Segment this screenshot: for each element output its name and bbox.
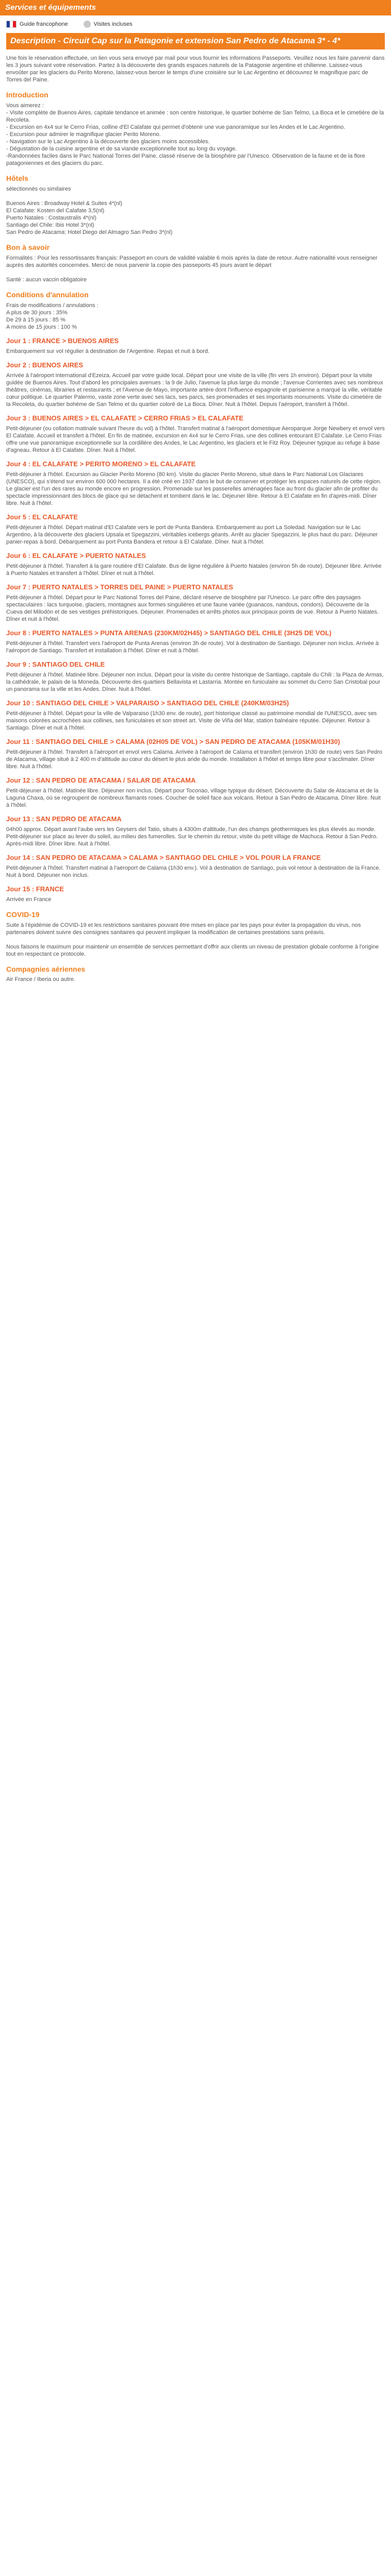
day-8-body: Petit-déjeuner à l'hôtel. Transfert vers l'aéroport de Punta Arenas (environ 3h de route). Vol à destination de Santiago. Déjeuner non inclus. Arrivée à l'aéroport de Santiago. Transfert et installation à l'hôtel. Dîner et nuit à l'hôtel.	[6, 640, 379, 654]
day-3-body: Petit-déjeuner (ou collation matinale suivant l'heure du vol) à l'hôtel. Transfert matinal à l'aéroport domestique Aeroparque Jorge Newbery et envol vers El Calafate. Accueil et transfert à l'hôtel. En fin de matinée, excursion en 4x4 sur le Cerro Frias, une des collines entourant El Calafate. Le Cerro Frias offre une vue panoramique exceptionnelle sur la cordillère des Andes, le Lac Argentino, les glaciers et le Fitz Roy. Déjeuner typique au refuge à base d'agneau. Retour à El Calafate. Dîner. Nuit à l'hôtel.	[6, 426, 385, 453]
day-13-title: Jour 13 : SAN PEDRO DE ATACAMA	[6, 815, 122, 823]
day-2-body: Arrivée à l'aéroport international d'Ezeiza. Accueil par votre guide local. Départ pour une visite de la ville (fin vers 1h environ). Départ pour la visite guidée de Buenos Aires. Tout d'abord les principales avenues : la 9 de Julio, l'avenue la plus large du monde ; l'avenue Corrientes avec ses nombreux théâtres, cinémas, librairies et restaurants ; et l'Avenue de Mayo, importante artère dont l'influence espagnole et parisienne a marqué la ville, véritable cœur politique. Le quartier Palermo, vaste zone verte avec ses lacs, ses parcs, ses promenades et ses importants monuments. Visite du cimetière de la Recoleta, du quartier bohème de San Telmo et du quartier coloré de La Boca. Dîner. Nuit à l'hôtel. Depuis l'aéroport, transfert à l'hôtel.	[6, 372, 383, 408]
section-title-conditions: Conditions d'annulation	[6, 291, 89, 299]
day-1-title: Jour 1 : FRANCE > BUENOS AIRES	[6, 337, 119, 345]
person-icon	[84, 21, 91, 28]
companies-title: Compagnies aériennes	[6, 965, 86, 973]
hotels-body: sélectionnés ou similaires Buenos Aires : Broadway Hotel & Suites 4*(nl) El Calafate: Kosten del Calafate 3,5(nl) Puerto Natales : Costaustralis 4*(nl) Santiago del Chile: Ibis Hotel 3*(nl) San Pedro de Atacama: Hotel Diego del Almagro San Pedro 3*(nl)	[6, 186, 173, 235]
conditions-body: Frais de modifications / annulations : A plus de 30 jours : 35% De 29 à 15 jours : 85 % A moins de 15 jours : 100 %	[6, 302, 99, 330]
day-6-title: Jour 6 : EL CALAFATE > PUERTO NATALES	[6, 552, 146, 560]
badge-label: Visites incluses	[93, 21, 133, 27]
day-1-body: Embarquement sur vol régulier à destination de l'Argentine. Repas et nuit à bord.	[6, 348, 210, 354]
intro-text: Une fois le réservation effectuée, un lien vous sera envoyé par mail pour vous fournir les informations Passeports. Veuillez nous les faire parvenir dans les 3 jours suivant votre réservation. Partez à la découverte des grands espaces naturels de la Patagonie argentine et chilienne. Laissez-vous envoûter par les glaciers du Perito Moreno, laissez-vous bercer le temps d'une croisière sur le Lac Argentino et découvrez le magnifique parc de Torres del Paine.	[6, 55, 385, 83]
day-12-body: Petit-déjeuner à l'hôtel. Matinée libre. Déjeuner non inclus. Départ pour Toconao, village typique du désert. Découverte du Salar de Atacama et de la Laguna Chaxa, où se regroupent de nombreux flamants roses. Coucher de soleil face aux volcans. Retour à San Pedro de Atacama. Dîner libre. Nuit à l'hôtel.	[6, 788, 381, 808]
section-title-bon-savoir: Bon à savoir	[6, 243, 50, 251]
day-10-title: Jour 10 : SANTIAGO DEL CHILE > VALPARAISO > SANTIAGO DEL CHILE (240KM/03H25)	[6, 699, 289, 707]
day-2-title: Jour 2 : BUENOS AIRES	[6, 361, 84, 369]
day-9-body: Petit-déjeuner à l'hôtel. Matinée libre. Déjeuner non inclus. Départ pour la visite du centre historique de Santiago, capitale du Chili : la Plaza de Armas, la cathédrale, le palais de la Moneda. Découverte des quartiers Bellavista et Lastarria. Montée en funiculaire au sommet du Cerro San Cristobal pour un panorama sur la ville et les Andes. Dîner. Nuit à l'hôtel.	[6, 672, 384, 692]
day-14-title: Jour 14 : SAN PEDRO DE ATACAMA > CALAMA > SANTIAGO DEL CHILE > VOL POUR LA FRANCE	[6, 854, 321, 861]
covid-body: Suite à l'épidémie de COVID-19 et les restrictions sanitaires pouvant être mises en place par les pays pour éviter la propagation du virus, nos partenaires doivent suivre des consignes sanitaires qui peuvent impliquer la modification de certaines prestations sans préavis. Nous faisons le maximum pour maintenir un ensemble de services permettant d'offrir aux clients un niveau de prestation globale conforme à l'origine tout en respectant ce protocole.	[6, 922, 379, 957]
day-7-body: Petit-déjeuner à l'hôtel. Départ pour le Parc National Torres del Paine, déclaré réserve de biosphère par l'Unesco. Le parc offre des paysages spectaculaires : lacs turquoise, glaciers, montagnes aux formes singulières et une faune variée (guanacos, nandous, condors). Découverte de la Cueva del Milodón et de ses vestiges préhistoriques. Déjeuner. Promenades et arrêts photos aux principaux points de vue. Retour à Puerto Natales. Dîner et nuit à l'hôtel.	[6, 595, 379, 622]
badges-row	[0, 15, 391, 33]
day-5-body: Petit-déjeuner à l'hôtel. Départ matinal d'El Calafate vers le port de Punta Bandera. Embarquement au port La Soledad. Navigation sur le Lac Argentino, à la découverte des glaciers Upsala et Spegazzini, véritables icebergs géants. Arrêt au glacier Spegazzini, le plus haut du parc. Déjeuner panier-repas à bord. Débarquement au port Punta Bandera et retour à El Calafate. Dîner. Nuit à l'hôtel.	[6, 524, 378, 545]
day-8-title: Jour 8 : PUERTO NATALES > PUNTA ARENAS (230KM/02H45) > SANTIAGO DEL CHILE (3H25 DE VOL)	[6, 629, 332, 637]
day-3-title: Jour 3 : BUENOS AIRES > EL CALAFATE > CERRO FRIAS > EL CALAFATE	[6, 414, 243, 422]
day-13-body: 04h00 approx. Départ avant l'aube vers les Geysers del Tatio, situés à 4300m d'altitude, l'un des champs géothermiques les plus élevés au monde. Petit-déjeuner sur place au lever du soleil, au milieu des fumerolles. Sur le chemin du retour, visite du petit village de Machuca. Retour à San Pedro. Après-midi libre. Dîner libre. Nuit à l'hôtel.	[6, 826, 378, 847]
day-15-title: Jour 15 : FRANCE	[6, 885, 64, 893]
day-4-title: Jour 4 : EL CALAFATE > PERITO MORENO > EL CALAFATE	[6, 460, 196, 468]
section-header	[0, 0, 391, 15]
day-12-title: Jour 12 : SAN PEDRO DE ATACAMA / SALAR DE ATACAMA	[6, 776, 196, 784]
page	[0, 0, 391, 990]
day-10-body: Petit-déjeuner à l'hôtel. Départ pour la ville de Valparaiso (1h30 env. de route), port historique classé au patrimoine mondial de l'UNESCO, avec ses maisons colorées accrochées aux collines, ses funiculaires et son street art. Visite de Viña del Mar, station balnéaire réputée. Déjeuner. Retour à Santiago. Dîner et nuit à l'hôtel.	[6, 710, 377, 731]
day-5-title: Jour 5 : EL CALAFATE	[6, 513, 78, 521]
day-7-title: Jour 7 : PUERTO NATALES > TORRES DEL PAINE > PUERTO NATALES	[6, 583, 233, 591]
introduction-body: Vous aimerez : - Visite complète de Buenos Aires, capitale tendance et animée : son centre historique, le quartier bohème de San Telmo, La Boca et le cimetière de la Recoleta. - Excursion en 4x4 sur le Cerro Frias, colline d'El Calafate qui permet d'obtenir une vue panoramique sur les Andes et le Lac Argentino. - Excursion pour admirer le magnifique glacier Perito Moreno. - Navigation sur le Lac Argentino à la découverte des glaciers moins accessibles. - Dégustation de la cuisine argentine et de sa viande exceptionnelle tout au long du voyage. -Randonnées faciles dans le Parc National Torres del Paine, classé réserve de la biosphère par l'Unesco. Observation de la faune et de la flore patagoniennes et des glaciers du parc.	[6, 103, 384, 166]
badge-guide	[6, 21, 68, 28]
companies-body: Air France / Iberia ou autre.	[6, 976, 75, 982]
badge-label: Guide francophone	[20, 21, 68, 27]
badge-visits	[84, 21, 133, 28]
day-11-title: Jour 11 : SANTIAGO DEL CHILE > CALAMA (02H05 DE VOL) > SAN PEDRO DE ATACAMA (105KM/01H30)	[6, 738, 340, 745]
france-flag-icon	[6, 21, 17, 28]
day-4-body: Petit-déjeuner à l'hôtel. Excursion au Glacier Perito Moreno (80 km). Visite du glacier Perito Moreno, situé dans le Parc National Los Glaciares (UNESCO), qui s'étend sur environ 600 000 hectares. Il a été créé en 1937 dans le but de conserver et protéger les espaces naturels de cette région. Le glacier est l'un des rares au monde encore en progression. Promenade sur les passerelles aménagées face au front du glacier afin de profiter du spectacle impressionnant des blocs de glace qui se détachent et tombent dans le lac. Déjeuner libre. Retour à El Calafate en fin d'après-midi. Dîner libre. Nuit à l'hôtel.	[6, 471, 382, 506]
section-title: Services et équipements	[5, 3, 96, 12]
section-title-hotels: Hôtels	[6, 174, 28, 182]
day-11-body: Petit-déjeuner à l'hôtel. Transfert à l'aéroport et envol vers Calama. Arrivée à l'aéroport de Calama et transfert (environ 1h30 de route) vers San Pedro de Atacama, village situé à 2 400 m d'altitude au cœur du désert le plus aride du monde. Installation à l'hôtel et temps libre pour s'acclimater. Dîner libre. Nuit à l'hôtel.	[6, 749, 383, 770]
bon-savoir-body: Formalités : Pour les ressortissants français: Passeport en cours de validité valable 6 mois après la date de retour. Autre nationalité vous renseigner auprès des autorités concernées. Merci de nous parvenir la copie des passeports 45 jours avant le départ Santé : aucun vaccin obligatoire	[6, 255, 378, 283]
page-title: Description - Circuit Cap sur la Patagonie et extension San Pedro de Atacama 3* - 4*	[6, 33, 385, 49]
day-15-body: Arrivée en France	[6, 896, 52, 903]
covid-title: COVID-19	[6, 910, 40, 919]
section-title-introduction: Introduction	[6, 91, 48, 99]
day-9-title: Jour 9 : SANTIAGO DEL CHILE	[6, 660, 105, 668]
itinerary	[0, 337, 391, 903]
day-14-body: Petit-déjeuner à l'hôtel. Transfert matinal à l'aéroport de Calama (1h30 env.). Vol à destination de Santiago, puis vol retour à destination de la France. Nuit à bord. Déjeuner non inclus.	[6, 865, 381, 878]
day-6-body: Petit-déjeuner à l'hôtel. Transfert à la gare routière d'El Calafate. Bus de ligne régulière à Puerto Natales (environ 5h de route). Déjeuner libre. Arrivée à Puerto Natales et transfert à l'hôtel. Dîner et nuit à l'hôtel.	[6, 563, 382, 577]
